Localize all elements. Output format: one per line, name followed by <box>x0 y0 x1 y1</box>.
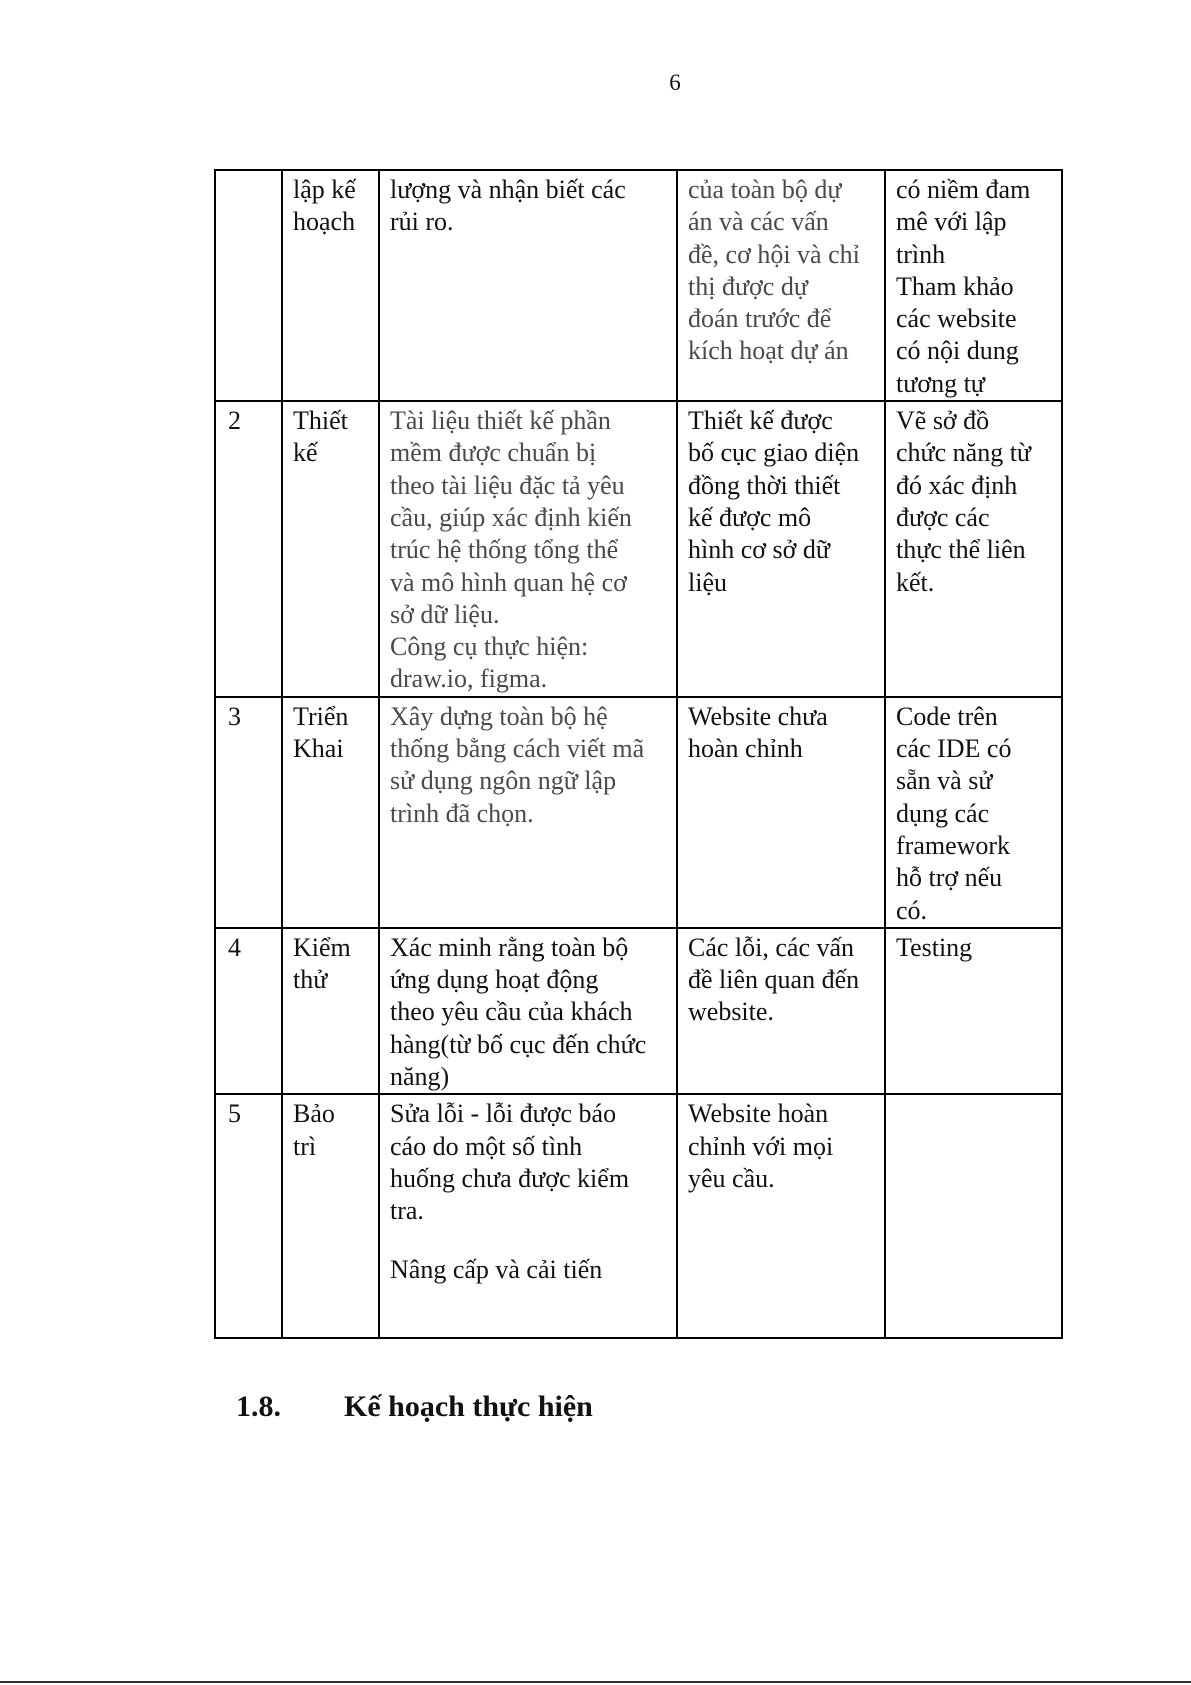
cell-line: có nội dung <box>896 336 1019 366</box>
cell-line: website. <box>688 997 774 1027</box>
cell-line: có. <box>896 895 928 925</box>
cell-line: kế được mô <box>688 502 812 532</box>
cell-line: đó xác định <box>896 470 1018 500</box>
cell-line: ứng dụng hoạt động <box>390 965 599 995</box>
table-row <box>215 1094 1062 1338</box>
cell-line: Thiết <box>293 406 348 436</box>
cell-stt: 3 <box>215 697 282 928</box>
cell-line: được các <box>896 502 990 532</box>
cell-method <box>885 928 1062 1094</box>
cell-line: có niềm đam <box>896 175 1031 204</box>
cell-line: Nâng cấp và cải tiến <box>390 1254 603 1284</box>
cell-line: liệu <box>688 567 727 597</box>
cell-line: Website hoàn <box>688 1099 829 1129</box>
cell-line: Triển <box>293 701 349 731</box>
cell-method <box>885 401 1062 697</box>
cell-stt: 5 <box>215 1094 282 1338</box>
cell-method <box>885 1094 1062 1338</box>
cell-stt <box>215 170 282 401</box>
cell-description <box>379 1094 677 1338</box>
cell-line: đồng thời thiết <box>688 470 841 500</box>
cell-result <box>677 1094 885 1338</box>
cell-line: rủi ro. <box>390 207 454 237</box>
cell-stt: 4 <box>215 928 282 1094</box>
cell-line: trì <box>293 1131 317 1161</box>
cell-description <box>379 170 677 401</box>
cell-description <box>379 697 677 928</box>
section-number: 1.8. <box>236 1390 281 1423</box>
cell-line: lập kế <box>293 175 356 204</box>
cell-line: thị được dự <box>688 271 808 301</box>
cell-result <box>677 401 885 697</box>
table-row <box>215 170 1062 401</box>
cell-line: Thiết kế được <box>688 406 833 436</box>
cell-line: mê với lập <box>896 207 1007 237</box>
section-title: Kế hoạch thực hiện <box>344 1390 593 1423</box>
cell-phase <box>282 697 379 928</box>
cell-line: draw.io, figma. <box>390 664 548 694</box>
cell-line: và mô hình quan hệ cơ <box>390 567 627 597</box>
cell-line: hàng(từ bố cục đến chức <box>390 1029 647 1059</box>
cell-phase <box>282 170 379 401</box>
cell-line: đề liên quan đến <box>688 965 860 995</box>
cell-line: dụng các <box>896 798 990 828</box>
cell-line: của toàn bộ dự <box>688 175 842 204</box>
cell-line: Khai <box>293 734 344 764</box>
cell-line: án và các vấn <box>688 207 829 237</box>
cell-line: hình cơ sở dữ <box>688 535 830 565</box>
page-number: 6 <box>669 70 681 95</box>
table-row <box>215 401 1062 697</box>
cell-description <box>379 401 677 697</box>
cell-line: lượng và nhận biết các <box>390 175 626 204</box>
cell-line: sở dữ liệu. <box>390 599 500 629</box>
cell-line: trúc hệ thống tổng thể <box>390 535 619 565</box>
cell-line: cáo do một số tình <box>390 1131 583 1161</box>
project-phases-table <box>214 169 1063 1339</box>
cell-line: huống chưa được kiểm <box>390 1163 630 1193</box>
cell-line: trình đã chọn. <box>390 798 534 828</box>
cell-line: đoán trước để <box>688 304 832 334</box>
cell-line: năng) <box>390 1062 450 1092</box>
cell-line: hoạch <box>293 207 356 237</box>
cell-line: theo tài liệu đặc tả yêu <box>390 470 625 500</box>
cell-line: kích hoạt dự án <box>688 336 849 366</box>
cell-line: Xác minh rằng toàn bộ <box>390 932 629 962</box>
cell-line: Vẽ sở đồ <box>896 406 990 436</box>
cell-line: trình <box>896 239 946 269</box>
page-bottom-edge <box>0 1681 1191 1683</box>
cell-line: Tham khảo <box>896 271 1014 301</box>
cell-line: hỗ trợ nếu <box>896 863 1003 893</box>
cell-description <box>379 928 677 1094</box>
cell-line: Sửa lỗi - lỗi được báo <box>390 1099 617 1129</box>
cell-method <box>885 170 1062 401</box>
cell-line: Các lỗi, các vấn <box>688 932 855 962</box>
table-row <box>215 697 1062 928</box>
cell-line: kết. <box>896 567 935 597</box>
cell-line: cầu, giúp xác định kiến <box>390 502 632 532</box>
cell-line: Công cụ thực hiện: <box>390 632 589 662</box>
cell-method <box>885 697 1062 928</box>
cell-line: tương tự <box>896 368 985 398</box>
cell-line: sẵn và sử <box>896 766 993 796</box>
cell-line: Code trên <box>896 701 998 731</box>
cell-line: các IDE có <box>896 734 1012 764</box>
cell-line: các website <box>896 304 1017 334</box>
cell-line: thực thể liên <box>896 535 1026 565</box>
cell-line: thống bằng cách viết mã <box>390 734 645 764</box>
cell-result <box>677 170 885 401</box>
cell-line: bố cục giao diện <box>688 438 860 468</box>
cell-line: framework <box>896 830 1011 860</box>
cell-line: kế <box>293 438 318 468</box>
cell-line: hoàn chỉnh <box>688 734 803 764</box>
cell-line: chỉnh với mọi <box>688 1131 834 1161</box>
cell-phase <box>282 928 379 1094</box>
cell-stt: 2 <box>215 401 282 697</box>
cell-line: Website chưa <box>688 701 828 731</box>
cell-result <box>677 697 885 928</box>
cell-line: thử <box>293 965 328 995</box>
table-row <box>215 928 1062 1094</box>
cell-line: yêu cầu. <box>688 1163 775 1193</box>
cell-result <box>677 928 885 1094</box>
cell-phase <box>282 1094 379 1338</box>
cell-line <box>390 1228 666 1254</box>
cell-line: tra. <box>390 1196 424 1226</box>
cell-line: Tài liệu thiết kế phần <box>390 406 611 436</box>
cell-line: Kiểm <box>293 932 351 962</box>
cell-line: Bảo <box>293 1099 335 1129</box>
cell-line: theo yêu cầu của khách <box>390 997 633 1027</box>
cell-phase <box>282 401 379 697</box>
cell-line: Xây dựng toàn bộ hệ <box>390 701 608 731</box>
section-heading <box>236 1390 593 1424</box>
cell-line: chức năng từ <box>896 438 1032 468</box>
cell-line: sử dụng ngôn ngữ lập <box>390 766 617 796</box>
cell-line: mềm được chuẩn bị <box>390 438 597 468</box>
cell-line: Testing <box>896 932 973 962</box>
cell-line: đề, cơ hội và chỉ <box>688 239 860 269</box>
